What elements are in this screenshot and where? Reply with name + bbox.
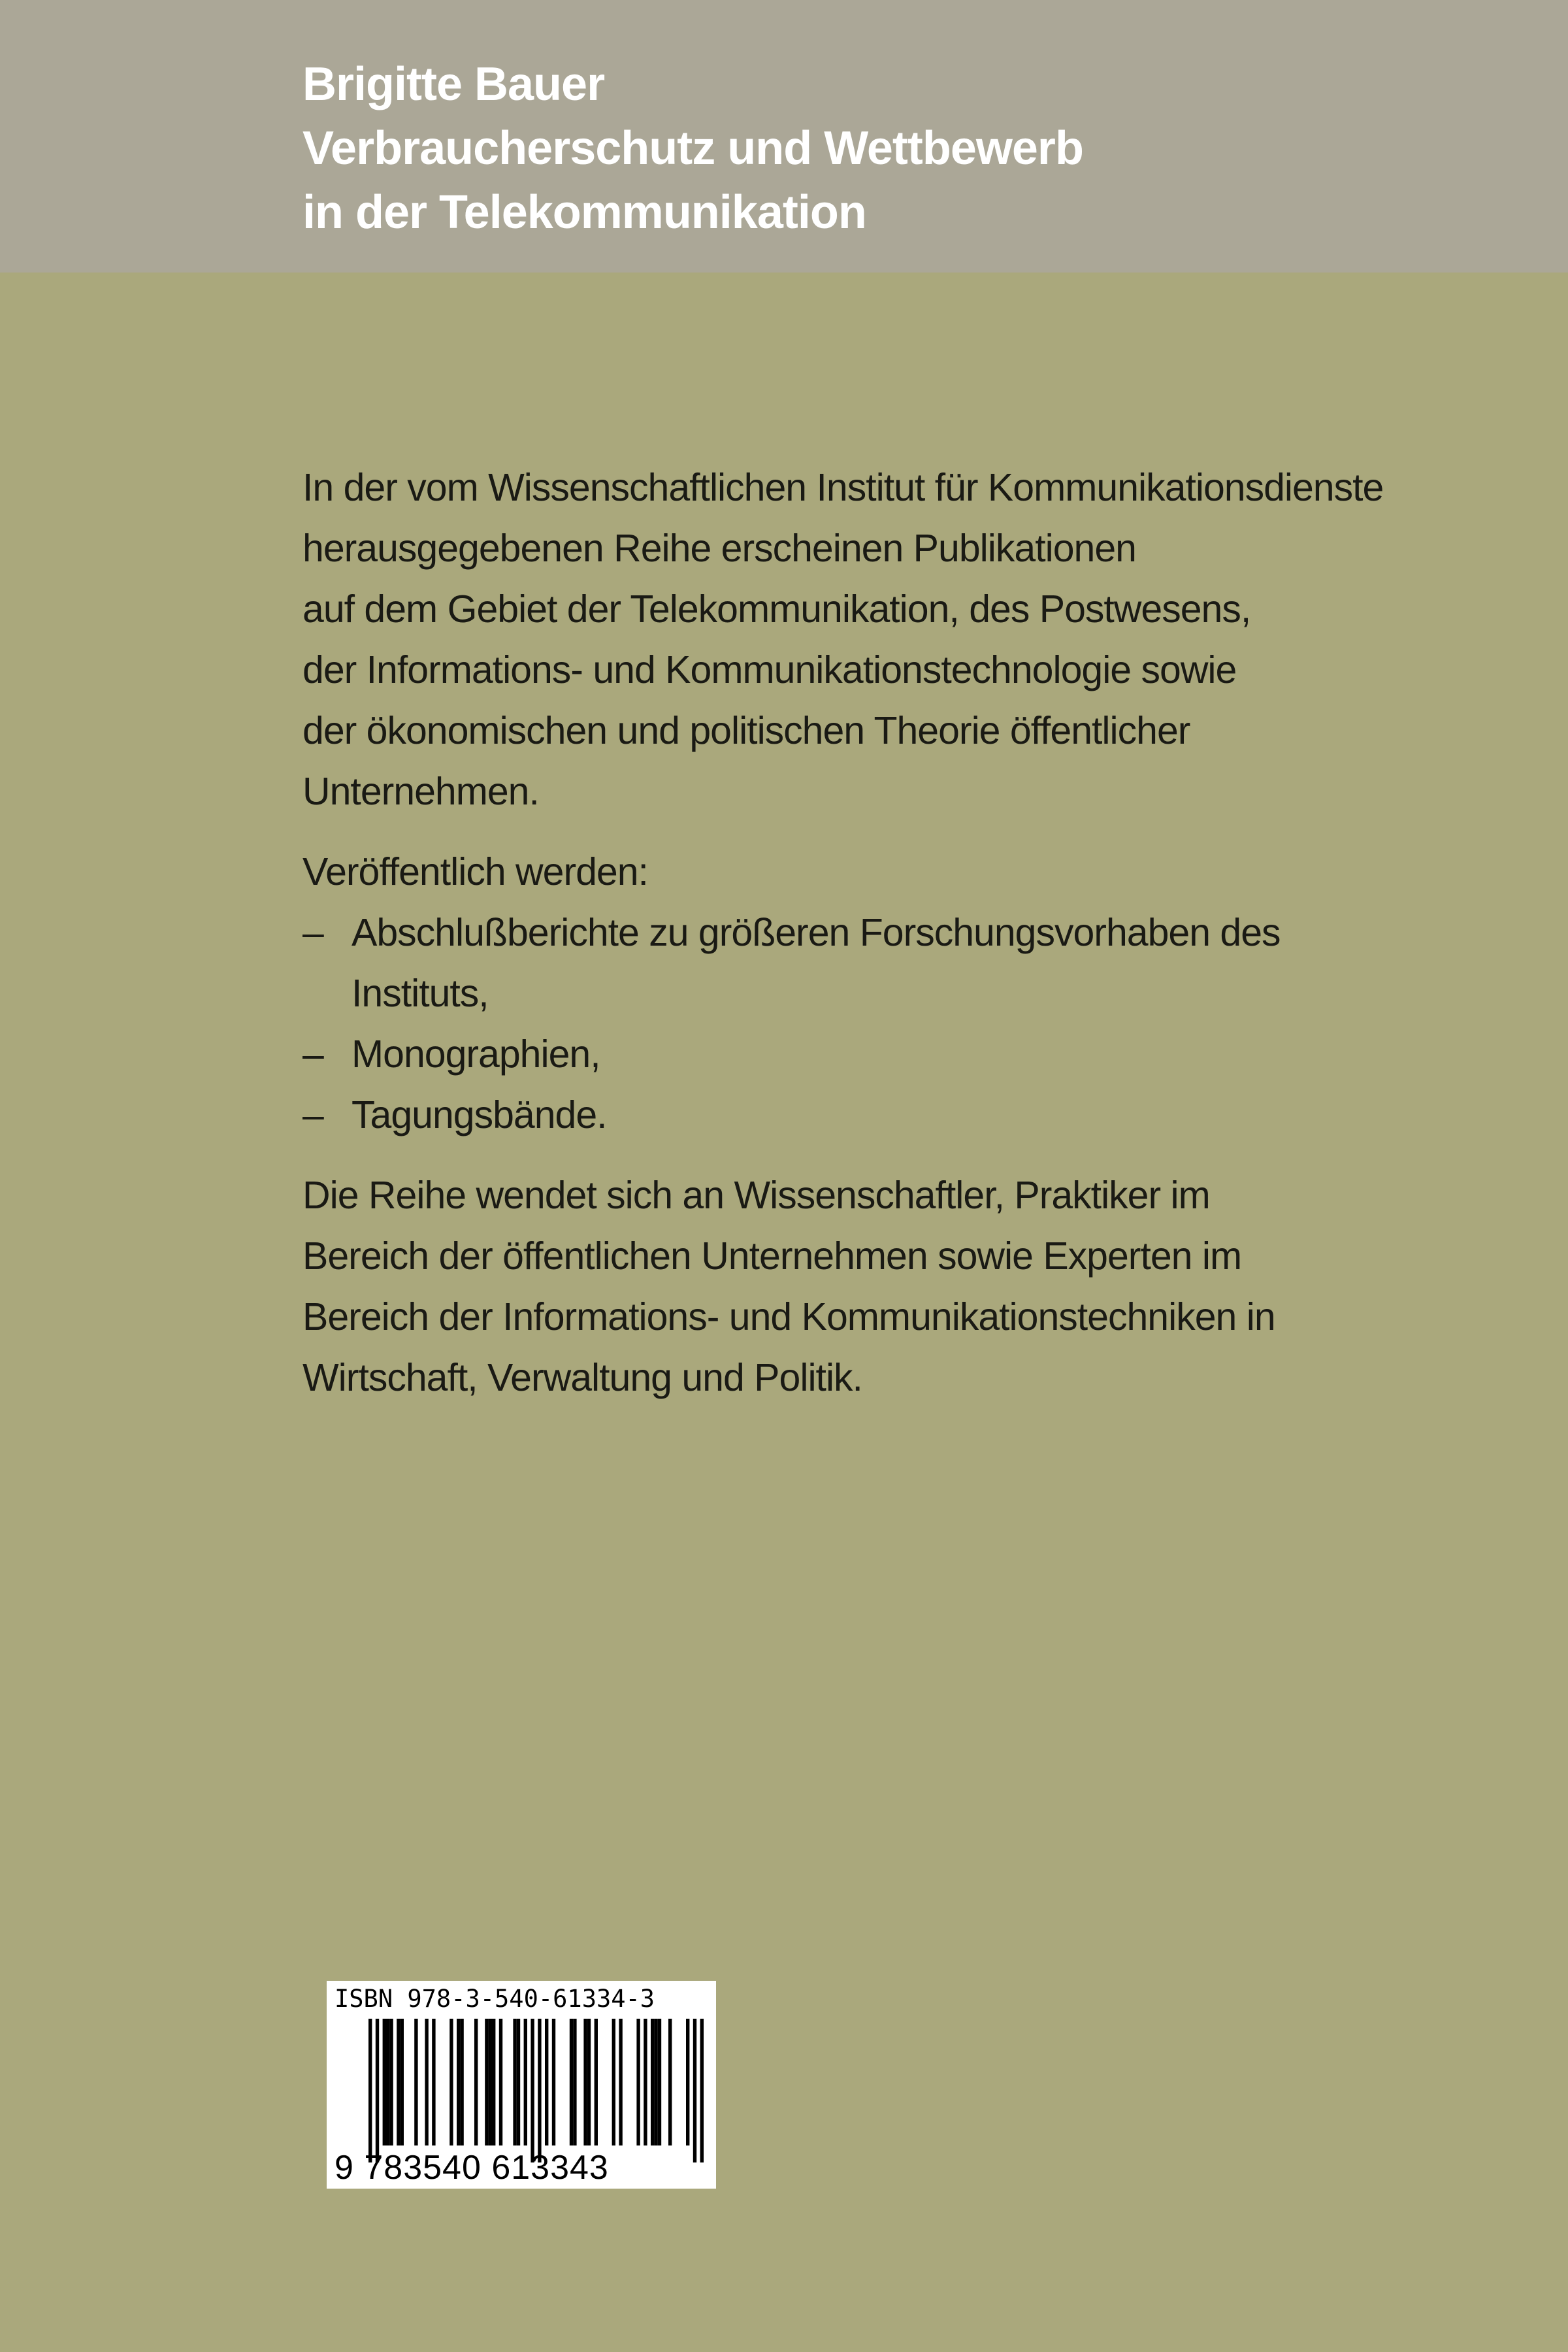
barcode-bar	[425, 2019, 428, 2145]
barcode-bar	[583, 2019, 587, 2145]
barcode-bar	[376, 2019, 379, 2162]
barcode-bar	[492, 2019, 495, 2145]
barcode-bar	[383, 2019, 386, 2145]
paragraph-line: Die Reihe wendet sich an Wissenschaftler, Praktiker im	[302, 1174, 1210, 1217]
list-item-line: Instituts,	[351, 972, 489, 1015]
header-text-block	[302, 52, 1083, 244]
barcode-bar	[552, 2019, 555, 2145]
list-item	[302, 1024, 1426, 1085]
paragraph-line: Unternehmen.	[302, 770, 539, 813]
list-dash: –	[302, 1093, 323, 1136]
barcode-digits: 9 783540 613343	[335, 2149, 609, 2187]
barcode-bar	[531, 2019, 534, 2162]
paragraph-line: Wirtschaft, Verwaltung und Politik.	[302, 1356, 862, 1399]
barcode-bar	[386, 2019, 389, 2145]
barcode-bar	[513, 2019, 516, 2145]
barcode-bar	[489, 2019, 492, 2145]
barcode-bar	[595, 2019, 598, 2145]
barcode-bar	[432, 2019, 435, 2145]
isbn-barcode	[327, 1981, 716, 2189]
barcode-bar	[449, 2019, 453, 2145]
list-item-line: Tagungsbände.	[351, 1093, 607, 1136]
paragraph-line: Bereich der Informations- und Kommunikationstechniken in	[302, 1295, 1275, 1338]
barcode-bar	[499, 2019, 502, 2145]
barcode-bar	[368, 2019, 372, 2162]
barcode-bar	[644, 2019, 647, 2145]
barcode-bar	[693, 2019, 696, 2162]
barcode-bar	[524, 2019, 527, 2145]
barcode-bar	[538, 2019, 541, 2162]
paragraph-line: der Informations- und Kommunikationstechnologie sowie	[302, 648, 1237, 691]
barcode-bar	[485, 2019, 488, 2145]
barcode-bar	[457, 2019, 460, 2145]
list-item-line: Abschlußberichte zu größeren Forschungsvorhaben des	[351, 911, 1281, 954]
barcode-bar	[587, 2019, 591, 2145]
paragraph-line: In der vom Wissenschaftlichen Institut für Kommunikationsdienste	[302, 466, 1384, 509]
paragraph-line: herausgegebenen Reihe erscheinen Publikationen	[302, 527, 1136, 570]
header-band	[0, 0, 1568, 273]
paragraph-audience	[302, 1165, 1426, 1408]
barcode-bar	[686, 2019, 689, 2145]
barcode-bar	[400, 2019, 404, 2145]
barcode-bar	[619, 2019, 622, 2145]
barcode-bar	[668, 2019, 672, 2145]
barcode-bar	[545, 2019, 548, 2145]
barcode-bar	[389, 2019, 393, 2145]
list-item	[302, 1085, 1426, 1146]
series-description	[302, 457, 1426, 1428]
barcode-bar	[414, 2019, 417, 2145]
paragraph-line: der ökonomischen und politischen Theorie öffentlicher	[302, 709, 1190, 752]
list-dash: –	[302, 911, 323, 954]
barcode-bar	[460, 2019, 463, 2145]
paragraph-line: Bereich der öffentlichen Unternehmen sowie Experten im	[302, 1234, 1242, 1278]
barcode-bar	[700, 2019, 704, 2162]
list-dash: –	[302, 1033, 323, 1076]
barcode-bar	[636, 2019, 640, 2145]
list-item	[302, 903, 1426, 1024]
barcode-bar	[651, 2019, 654, 2145]
paragraph-intro	[302, 457, 1426, 822]
barcode-bar	[658, 2019, 661, 2145]
barcode-bar	[654, 2019, 657, 2145]
book-title-line-2: in der Telekommunikation	[302, 186, 866, 239]
barcode-bar	[474, 2019, 478, 2145]
barcode-bar	[612, 2019, 615, 2145]
isbn-label: ISBN 978-3-540-61334-3	[335, 1985, 655, 2013]
book-title-line-1: Verbraucherschutz und Wettbewerb	[302, 122, 1083, 174]
barcode-bar	[517, 2019, 520, 2145]
publication-type-list	[302, 903, 1426, 1146]
list-item-line: Monographien,	[351, 1033, 600, 1076]
barcode-bar	[573, 2019, 576, 2145]
author-name: Brigitte Bauer	[302, 58, 605, 110]
list-intro: Veröffentlich werden:	[302, 850, 648, 893]
barcode-bar	[570, 2019, 573, 2145]
barcode-bar	[397, 2019, 400, 2145]
paragraph-line: auf dem Gebiet der Telekommunikation, des Postwesens,	[302, 588, 1251, 631]
